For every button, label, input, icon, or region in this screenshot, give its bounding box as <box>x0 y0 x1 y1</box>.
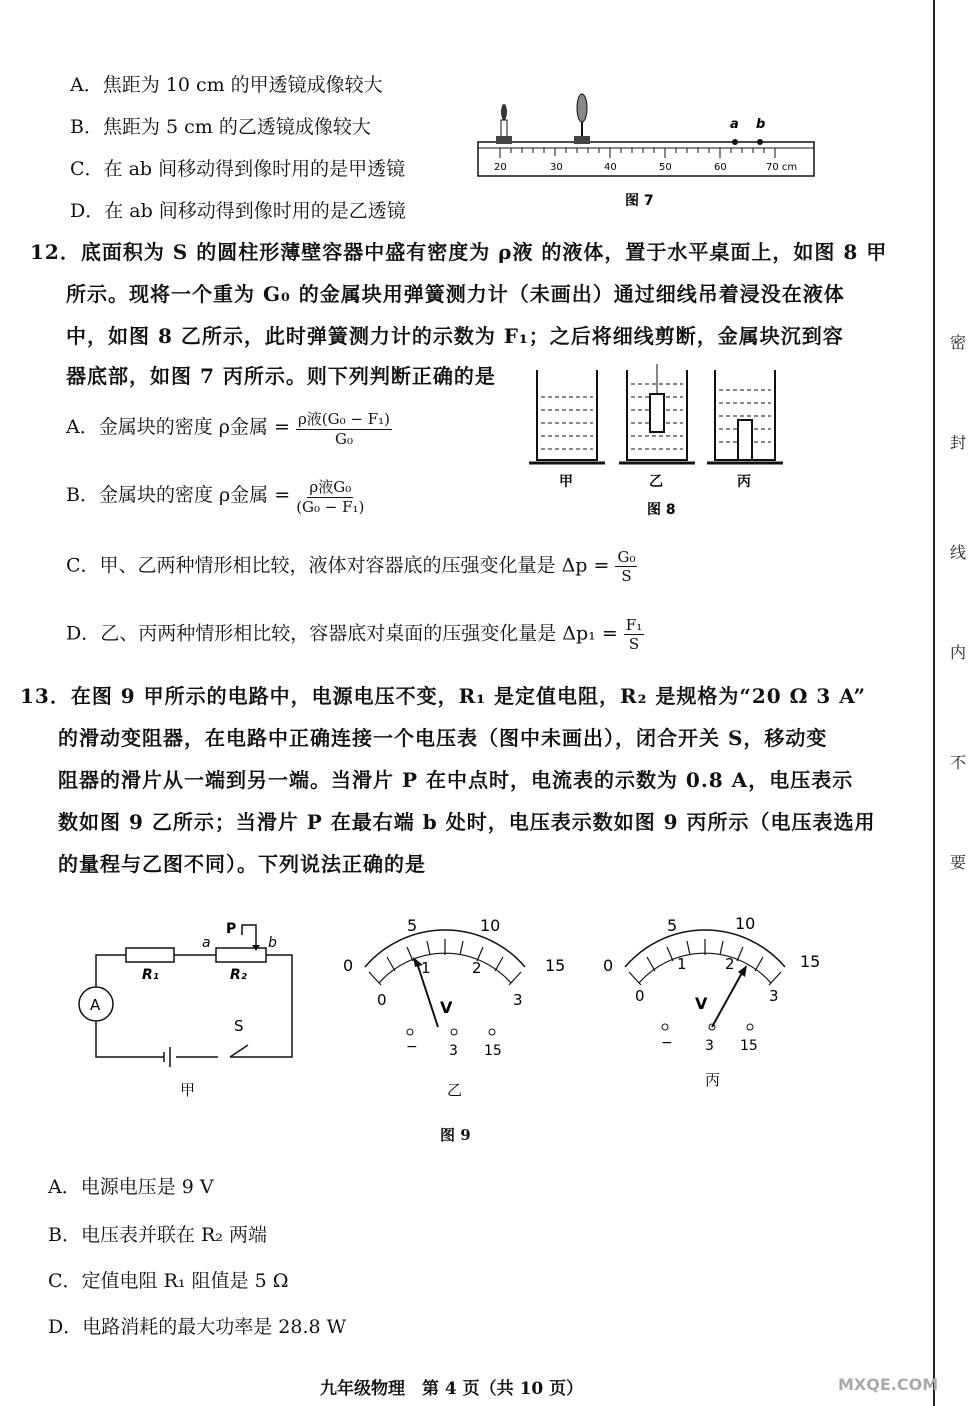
margin-char: 不 <box>950 753 967 772</box>
q12-option-d-text: D．乙、丙两种情形相比较，容器底对桌面的压强变化量是 Δp₁ = <box>66 622 618 645</box>
inner-scale: 0 <box>377 991 387 1009</box>
circuit-caption: 甲 <box>180 1081 196 1099</box>
inner-scale: 1 <box>421 959 431 977</box>
outer-scale: 5 <box>667 916 678 935</box>
figure-8-caption: 图 8 <box>647 502 676 518</box>
q12-option-a <box>66 408 392 448</box>
inner-scale: 1 <box>677 955 687 973</box>
outer-scale: 5 <box>407 916 418 935</box>
q12-option-a-fraction: $\frac{\text{ρ液(G₀ − F₁)}}{\text{G₀}}$ <box>297 410 390 448</box>
fig8-label-bing: 丙 <box>737 474 751 490</box>
candle-icon <box>496 104 512 144</box>
margin-char: 要 <box>950 853 967 872</box>
outer-scale: 15 <box>800 952 821 971</box>
q11-option-b: B．焦距为 5 cm 的乙透镜成像较大 <box>70 116 371 138</box>
margin-char: 线 <box>950 543 967 562</box>
binding-line <box>933 0 935 1406</box>
ruler-tick: 60 <box>714 162 727 173</box>
q13-option-c: C．定值电阻 R₁ 阻值是 5 Ω <box>48 1270 289 1292</box>
switch-label: S <box>234 1017 244 1035</box>
q12-stem-line2: 所示。现将一个重为 G₀ 的金属块用弹簧测力计（未画出）通过细线吊着浸没在液体 <box>66 282 845 306</box>
inner-scale: 3 <box>769 987 779 1005</box>
voltmeter-yi <box>335 905 575 1105</box>
q12-option-c <box>66 548 637 585</box>
terminal-label: 15 <box>740 1038 758 1054</box>
figure-9-circuit <box>70 915 310 1105</box>
terminal-b-label: b <box>268 935 277 951</box>
q11-option-d: D．在 ab 间移动得到像时用的是乙透镜 <box>70 200 406 222</box>
fig8-label-jia: 甲 <box>559 474 573 490</box>
q12-option-d-fraction: $\frac{\text{F₁}}{S}$ <box>625 616 643 653</box>
inner-scale: 2 <box>725 955 735 973</box>
switch-s <box>230 1045 248 1057</box>
q13-stem-line2: 的滑动变阻器，在电路中正确连接一个电压表（图中未画出），闭合开关 S，移动变 <box>58 726 828 750</box>
q13-option-d: D．电路消耗的最大功率是 28.8 W <box>48 1316 347 1338</box>
ruler-tick: 70 cm <box>766 162 798 173</box>
q11-option-c: C．在 ab 间移动得到像时用的是甲透镜 <box>70 158 406 180</box>
container-bing <box>707 370 783 463</box>
voltmeter-bing <box>595 905 835 1105</box>
q12-stem-line1: 12．底面积为 S 的圆柱形薄壁容器中盛有密度为 ρ液 的液体，置于水平桌面上，如图 8 甲 <box>30 240 888 264</box>
meter-yi-caption: 乙 <box>447 1081 463 1099</box>
q12-option-d <box>66 616 644 653</box>
ammeter-label: A <box>90 996 101 1014</box>
terminal-a-label: a <box>202 935 211 951</box>
figure-9-caption: 图 9 <box>440 1126 471 1144</box>
q13-stem-line3: 阻器的滑片从一端到另一端。当滑片 P 在中点时，电流表的示数为 0.8 A，电压表示 <box>58 768 854 792</box>
terminal-label: − <box>406 1039 418 1055</box>
figure-7-optical-bench <box>470 90 820 220</box>
q12-option-c-text: C．甲、乙两种情形相比较，液体对容器底的压强变化量是 Δp = <box>66 554 610 577</box>
ruler-tick: 50 <box>659 162 672 173</box>
q13-option-b: B．电压表并联在 R₂ 两端 <box>48 1224 267 1246</box>
q12-option-c-fraction: $\frac{\text{G₀}}{S}$ <box>617 548 636 585</box>
q13-stem-line5: 的量程与乙图不同）。下列说法正确的是 <box>58 852 426 876</box>
inner-scale: 3 <box>513 991 523 1009</box>
r2-label: R₂ <box>230 967 247 983</box>
ruler-tick: 20 <box>494 162 507 173</box>
margin-char: 封 <box>950 433 967 452</box>
resistor-r2 <box>216 948 266 962</box>
outer-scale: 15 <box>545 956 566 975</box>
point-b-label: b <box>756 117 766 132</box>
ruler-tick: 40 <box>604 162 617 173</box>
needle-bing <box>712 971 743 1027</box>
inner-scale: 2 <box>472 959 482 977</box>
q12-option-b-fraction: $\frac{\text{ρ液G₀}}{\text{(G₀ − F₁)}}$ <box>296 478 365 516</box>
q12-option-a-text: A．金属块的密度 ρ金属 = <box>66 416 290 438</box>
watermark-logo: MXQE.COM <box>838 1375 939 1394</box>
lens-icon <box>574 94 590 144</box>
margin-char: 密 <box>950 333 967 352</box>
figure-8-containers <box>525 362 810 522</box>
q12-option-b-text: B．金属块的密度 ρ金属 = <box>66 484 291 506</box>
q12-stem-line4: 器底部，如图 7 丙所示。则下列判断正确的是 <box>66 364 496 388</box>
container-jia <box>529 370 605 463</box>
point-a-marker <box>732 139 738 145</box>
q13-stem-line4: 数如图 9 乙所示；当滑片 P 在最右端 b 处时，电压表示数如图 9 丙所示（电压表选用 <box>58 810 876 834</box>
q13-stem-line1: 13．在图 9 甲所示的电路中，电源电压不变，R₁ 是定值电阻，R₂ 是规格为“20 Ω 3 A” <box>20 684 866 708</box>
terminal-label: 15 <box>484 1043 502 1059</box>
point-a-label: a <box>730 117 739 132</box>
outer-scale: 0 <box>343 956 354 975</box>
meter-bing-caption: 丙 <box>705 1071 721 1089</box>
slider-p-label: P <box>226 921 237 937</box>
r1-label: R₁ <box>142 967 159 983</box>
unit-label: V <box>695 994 708 1013</box>
point-b-marker <box>757 139 763 145</box>
terminal-label: 3 <box>705 1038 714 1054</box>
page-footer: 九年级物理 第 4 页（共 10 页） <box>320 1379 584 1399</box>
q13-option-a: A．电源电压是 9 V <box>48 1176 214 1198</box>
fig8-label-yi: 乙 <box>649 474 663 490</box>
q11-option-a: A．焦距为 10 cm 的甲透镜成像较大 <box>70 74 383 96</box>
outer-scale: 10 <box>480 916 501 935</box>
outer-scale: 0 <box>603 956 614 975</box>
container-yi <box>619 364 695 463</box>
terminal-label: 3 <box>449 1043 458 1059</box>
figure-7-caption: 图 7 <box>625 193 654 209</box>
outer-scale: 10 <box>735 914 756 933</box>
resistor-r1 <box>126 948 174 962</box>
unit-label: V <box>440 998 453 1017</box>
q12-option-b <box>66 476 364 516</box>
margin-char: 内 <box>950 643 967 662</box>
inner-scale: 0 <box>635 987 645 1005</box>
terminal-label: − <box>661 1035 673 1051</box>
ruler-tick: 30 <box>550 162 563 173</box>
q12-stem-line3: 中，如图 8 乙所示，此时弹簧测力计的示数为 F₁；之后将细线剪断，金属块沉到容 <box>66 324 844 348</box>
